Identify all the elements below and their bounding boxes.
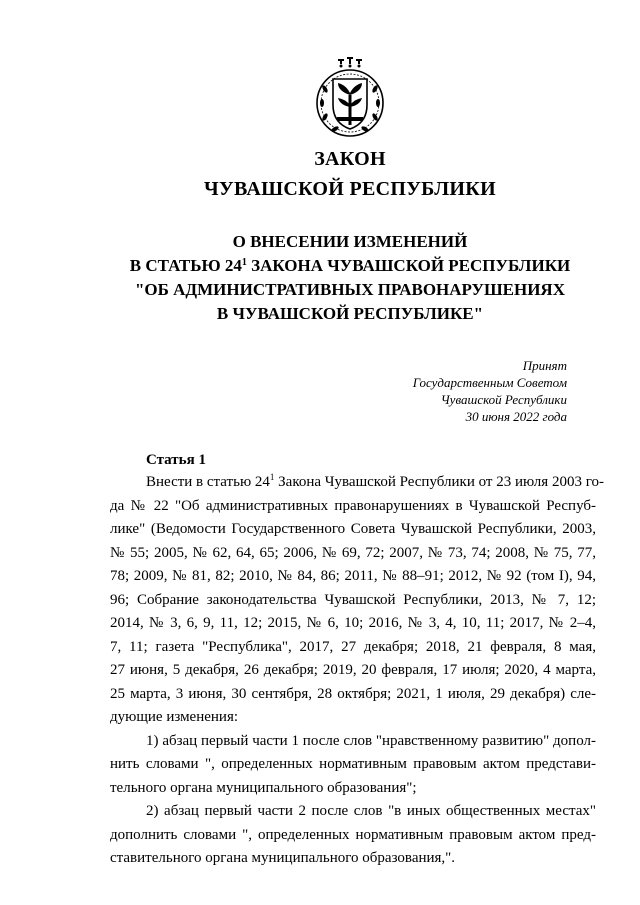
body-line: Внести в статью $24^1$ Закона Чувашской Республики от 23 июля 2003 го- (146, 472, 604, 490)
subtitle-line-2: В СТАТЬЮ $24^1$ ЗАКОНА ЧУВАШСКОЙ РЕСПУБЛИКИ (129, 256, 571, 275)
body-line: 25 марта, 3 июня, 30 сентября, 28 октября; 2021, 1 июля, 29 декабря) сле- (110, 685, 596, 702)
body-line: 7, 11; газета "Республика", 2017, 27 декабря; 2018, 21 февраля, 8 мая, (110, 638, 596, 655)
chuvash-coat-of-arms-emblem (313, 55, 387, 139)
body-line: да № 22 "Об административных правонарушениях в Чувашской Респуб- (110, 497, 596, 514)
body-line: 78; 2009, № 81, 82; 2010, № 84, 86; 2011, № 88–91; 2012, № 92 (том I), 94, (110, 568, 596, 584)
body-line: 2014, № 3, 6, 9, 11, 12; 2015, № 6, 10; 2016, № 3, 4, 10, 11; 2017, № 2–4, (110, 615, 596, 631)
adoption-block (0, 357, 632, 425)
item-1-line: тельного органа муниципального образования"; (110, 779, 417, 796)
law-subtitle (0, 230, 640, 326)
adopted-by-republic: Чувашской Республики (440, 392, 567, 407)
republic-title: ЧУВАШСКОЙ РЕСПУБЛИКИ (204, 178, 496, 200)
superscript: 1 (241, 257, 247, 268)
subtitle-line-4: В ЧУВАШСКОЙ РЕСПУБЛИКЕ" (216, 304, 484, 323)
item-2-line: ставительного органа муниципального образования,". (110, 850, 456, 866)
item-1-line: 1) абзац первый части 1 после слов "нравственному развитию" допол- (146, 732, 596, 749)
body-line: № 55; 2005, № 62, 64, 65; 2006, № 69, 72; 2007, № 73, 74; 2008, № 75, 77, (110, 544, 596, 561)
document-type-title: ЗАКОН (314, 148, 386, 170)
adopted-by-council: Государственным Советом (412, 375, 567, 390)
adopted-date: 30 июня 2022 года (465, 409, 567, 424)
article-heading: Статья 1 (146, 452, 206, 468)
article-body (110, 471, 604, 871)
subtitle-line-3: "ОБ АДМИНИСТРАТИВНЫХ ПРАВОНАРУШЕНИЯХ (134, 280, 565, 299)
subtitle-line-1: О ВНЕСЕНИИ ИЗМЕНЕНИЙ (232, 232, 468, 251)
item-1-line: нить словами ", определенных нормативным правовым актом представи- (110, 756, 596, 772)
adopted-label: Принят (522, 358, 567, 373)
item-2-line: 2) абзац первый части 2 после слов "в иных общественных местах" (146, 803, 596, 819)
item-2-line: дополнить словами ", определенных нормативным правовым актом пред- (110, 826, 596, 843)
body-line: дующие изменения: (110, 709, 239, 725)
body-line: 96; Собрание законодательства Чувашской Республики, 2013, № 7, 12; (110, 591, 596, 608)
body-line: лике" (Ведомости Государственного Совета Чувашской Республики, 2003, (110, 521, 596, 537)
body-line: 27 июня, 5 декабря, 26 декабря; 2019, 20 февраля, 17 июля; 2020, 4 марта, (110, 662, 596, 678)
